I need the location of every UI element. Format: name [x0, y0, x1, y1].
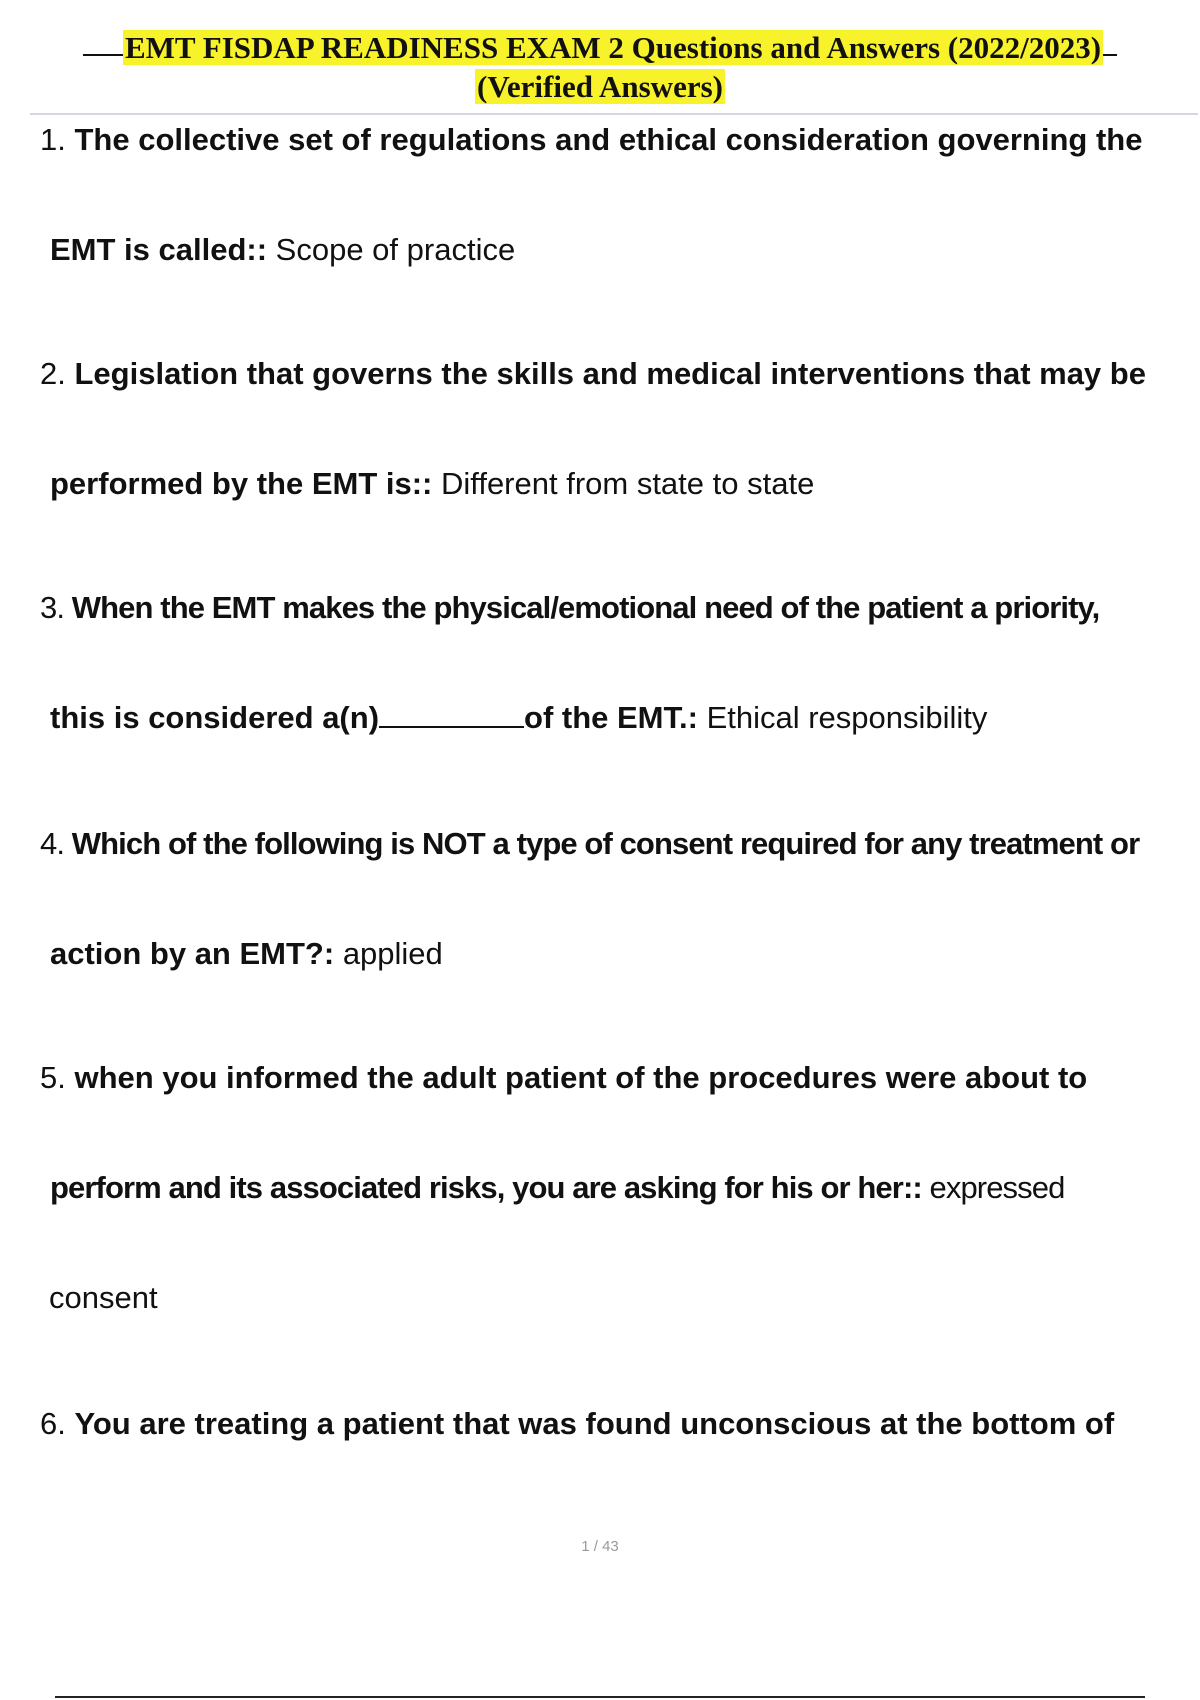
question-number: 3. [40, 590, 65, 625]
question-6-line1 [40, 1406, 1114, 1442]
question-number: 2. [40, 356, 66, 391]
footer-divider [55, 1696, 1145, 1698]
question-text: When the EMT makes the physical/emotional need of the patient a priority, [71, 590, 1100, 625]
question-4-line2 [50, 936, 443, 972]
question-1-line2 [50, 232, 515, 268]
question-5-line1 [40, 1060, 1087, 1096]
question-text: Which of the following is NOT a type of consent required for any treatment or [71, 826, 1140, 861]
question-text: perform and its associated risks, you are asking for his or her:: [50, 1170, 922, 1205]
question-text: action by an EMT?: [50, 936, 335, 971]
question-3-line1 [40, 590, 1099, 626]
answer-text: expressed [929, 1170, 1065, 1205]
document-title-line2 [0, 69, 1200, 105]
answer-text: Ethical responsibility [706, 700, 988, 735]
question-number: 5. [40, 1060, 66, 1095]
question-text: performed by the EMT is:: [50, 466, 433, 501]
answer-text: Scope of practice [275, 232, 516, 267]
answer-text: applied [342, 936, 443, 971]
title-text: EMT FISDAP READINESS EXAM 2 Questions and Answers (2022/2023) [124, 30, 1102, 65]
title-subtext: (Verified Answers) [477, 69, 723, 104]
page-indicator: 1 / 43 [581, 1538, 619, 1555]
question-2-line1 [40, 356, 1146, 392]
question-text: EMT is called:: [50, 232, 268, 267]
question-text: You are treating a patient that was found unconscious at the bottom of [74, 1406, 1115, 1441]
question-text: Legislation that governs the skills and medical interventions that may be [74, 356, 1146, 391]
question-text: The collective set of regulations and ethical consideration governing the [74, 122, 1143, 157]
document-title-line1 [0, 30, 1200, 66]
question-number: 1. [40, 122, 66, 157]
question-number: 4. [40, 826, 65, 861]
title-right-rule [1103, 54, 1117, 56]
answer-text: consent [49, 1280, 158, 1315]
question-5-line2 [50, 1170, 1064, 1206]
question-3-line2 [50, 700, 987, 736]
question-number: 6. [40, 1406, 66, 1441]
title-left-rule [83, 54, 123, 56]
answer-text: Different from state to state [441, 466, 815, 501]
fill-in-blank [379, 700, 524, 728]
question-5-line3 [49, 1280, 158, 1316]
question-2-line2 [50, 466, 814, 502]
question-text: this is considered a(n) [50, 700, 380, 735]
question-1-line1 [40, 122, 1142, 158]
question-4-line1 [40, 826, 1139, 862]
header-divider [30, 113, 1198, 115]
question-text: of the EMT.: [524, 700, 698, 735]
question-text: when you informed the adult patient of the procedures were about to [74, 1060, 1088, 1095]
